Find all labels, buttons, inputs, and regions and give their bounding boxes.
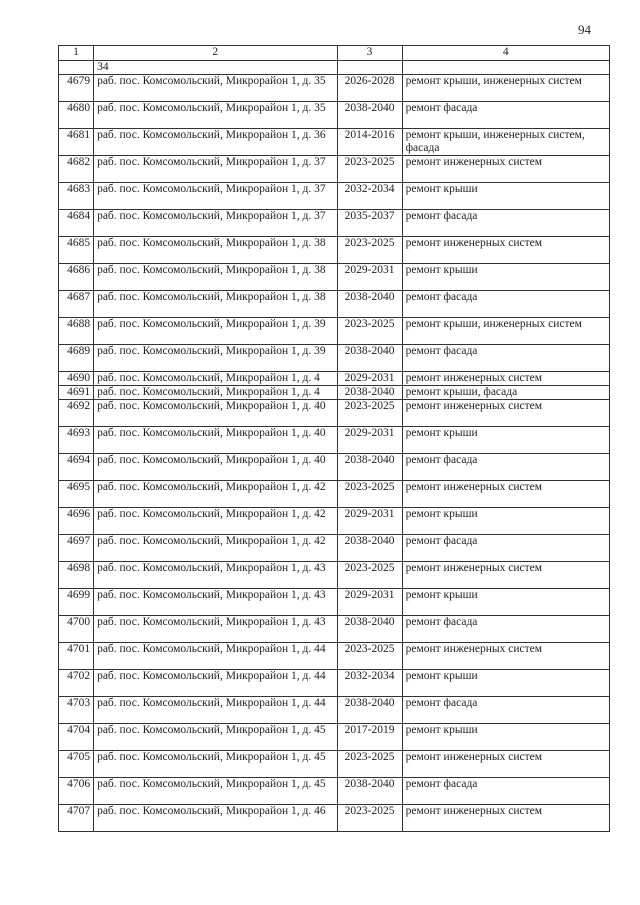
row-number-cell: 4702: [59, 670, 94, 697]
address-cell: раб. пос. Комсомольский, Микрорайон 1, д. 37: [94, 210, 337, 237]
page-number: 94: [578, 22, 591, 37]
period-cell: 2026-2028: [337, 75, 402, 102]
row-number-cell: 4707: [59, 805, 94, 832]
table-row: [59, 562, 610, 589]
address-cell: раб. пос. Комсомольский, Микрорайон 1, д. 38: [94, 264, 337, 291]
table-row: [59, 805, 610, 832]
address-cell: раб. пос. Комсомольский, Микрорайон 1, д. 37: [94, 183, 337, 210]
work-type-cell: ремонт инженерных систем: [402, 237, 609, 264]
row-number-cell: 4699: [59, 589, 94, 616]
table-row: [59, 291, 610, 318]
row-number-cell: 4682: [59, 156, 94, 183]
table-row: [59, 264, 610, 291]
row-number-cell: 4681: [59, 129, 94, 156]
period-cell: 2038-2040: [337, 697, 402, 724]
period-cell: 2032-2034: [337, 670, 402, 697]
period-cell: [337, 61, 402, 75]
work-type-cell: ремонт фасада: [402, 210, 609, 237]
row-number-cell: 4688: [59, 318, 94, 345]
table-row: [59, 724, 610, 751]
work-type-cell: ремонт фасада: [402, 345, 609, 372]
period-cell: 2029-2031: [337, 589, 402, 616]
period-cell: 2038-2040: [337, 102, 402, 129]
work-type-cell: ремонт крыши: [402, 427, 609, 454]
table-row: [59, 535, 610, 562]
row-number-cell: 4701: [59, 643, 94, 670]
column-header-4: 4: [402, 46, 609, 61]
period-cell: 2035-2037: [337, 210, 402, 237]
table-row: [59, 400, 610, 427]
table-row: [59, 237, 610, 264]
work-type-cell: ремонт фасада: [402, 616, 609, 643]
work-type-cell: ремонт крыши: [402, 670, 609, 697]
work-type-cell: ремонт крыши, инженерных систем: [402, 318, 609, 345]
work-type-cell: ремонт инженерных систем: [402, 372, 609, 386]
work-type-cell: ремонт фасада: [402, 778, 609, 805]
period-cell: 2029-2031: [337, 508, 402, 535]
period-cell: 2023-2025: [337, 237, 402, 264]
table-row: [59, 210, 610, 237]
work-type-cell: [402, 61, 609, 75]
address-cell: раб. пос. Комсомольский, Микрорайон 1, д. 43: [94, 562, 337, 589]
row-number-cell: 4705: [59, 751, 94, 778]
work-type-cell: ремонт инженерных систем: [402, 481, 609, 508]
table-row: [59, 75, 610, 102]
period-cell: 2014-2016: [337, 129, 402, 156]
repair-schedule-table: [58, 45, 610, 832]
table-row: [59, 102, 610, 129]
period-cell: 2029-2031: [337, 372, 402, 386]
work-type-cell: ремонт фасада: [402, 291, 609, 318]
table-row: [59, 481, 610, 508]
table-row: [59, 427, 610, 454]
row-number-cell: 4687: [59, 291, 94, 318]
period-cell: 2023-2025: [337, 156, 402, 183]
period-cell: 2038-2040: [337, 386, 402, 400]
period-cell: 2032-2034: [337, 183, 402, 210]
period-cell: 2023-2025: [337, 318, 402, 345]
period-cell: 2023-2025: [337, 481, 402, 508]
column-header-2: 2: [94, 46, 337, 61]
row-number-cell: 4691: [59, 386, 94, 400]
address-cell: раб. пос. Комсомольский, Микрорайон 1, д. 43: [94, 589, 337, 616]
address-cell: раб. пос. Комсомольский, Микрорайон 1, д. 42: [94, 535, 337, 562]
period-cell: 2017-2019: [337, 724, 402, 751]
period-cell: 2038-2040: [337, 535, 402, 562]
column-header-3: 3: [337, 46, 402, 61]
address-cell: раб. пос. Комсомольский, Микрорайон 1, д. 39: [94, 318, 337, 345]
work-type-cell: ремонт крыши, инженерных систем, фасада: [402, 129, 609, 156]
address-cell: раб. пос. Комсомольский, Микрорайон 1, д. 42: [94, 508, 337, 535]
table-row: [59, 589, 610, 616]
work-type-cell: ремонт крыши: [402, 724, 609, 751]
address-cell: раб. пос. Комсомольский, Микрорайон 1, д. 44: [94, 643, 337, 670]
address-cell: 34: [94, 61, 337, 75]
address-cell: раб. пос. Комсомольский, Микрорайон 1, д. 38: [94, 237, 337, 264]
table-row: [59, 386, 610, 400]
work-type-cell: ремонт фасада: [402, 102, 609, 129]
work-type-cell: ремонт инженерных систем: [402, 400, 609, 427]
address-cell: раб. пос. Комсомольский, Микрорайон 1, д. 45: [94, 724, 337, 751]
table-row: [59, 345, 610, 372]
address-cell: раб. пос. Комсомольский, Микрорайон 1, д. 4: [94, 386, 337, 400]
work-type-cell: ремонт фасада: [402, 535, 609, 562]
period-cell: 2038-2040: [337, 345, 402, 372]
row-number-cell: 4683: [59, 183, 94, 210]
row-number-cell: 4684: [59, 210, 94, 237]
period-cell: 2038-2040: [337, 291, 402, 318]
work-type-cell: ремонт крыши: [402, 183, 609, 210]
work-type-cell: ремонт крыши: [402, 589, 609, 616]
row-number-cell: 4703: [59, 697, 94, 724]
row-number-cell: 4686: [59, 264, 94, 291]
address-cell: раб. пос. Комсомольский, Микрорайон 1, д. 39: [94, 345, 337, 372]
column-header-1: 1: [59, 46, 94, 61]
period-cell: 2038-2040: [337, 454, 402, 481]
header-row: [59, 46, 610, 61]
address-cell: раб. пос. Комсомольский, Микрорайон 1, д. 40: [94, 427, 337, 454]
period-cell: 2038-2040: [337, 778, 402, 805]
row-number-cell: 4700: [59, 616, 94, 643]
address-cell: раб. пос. Комсомольский, Микрорайон 1, д. 40: [94, 400, 337, 427]
table-row: [59, 183, 610, 210]
row-number-cell: 4690: [59, 372, 94, 386]
address-cell: раб. пос. Комсомольский, Микрорайон 1, д. 45: [94, 778, 337, 805]
address-cell: раб. пос. Комсомольский, Микрорайон 1, д. 44: [94, 670, 337, 697]
row-number-cell: 4695: [59, 481, 94, 508]
work-type-cell: ремонт крыши, фасада: [402, 386, 609, 400]
row-number-cell: 4692: [59, 400, 94, 427]
row-number-cell: [59, 61, 94, 75]
table-row: [59, 643, 610, 670]
row-number-cell: 4685: [59, 237, 94, 264]
row-number-cell: 4693: [59, 427, 94, 454]
table-row: [59, 670, 610, 697]
period-cell: 2029-2031: [337, 264, 402, 291]
table-row: [59, 751, 610, 778]
table-row: [59, 61, 610, 75]
work-type-cell: ремонт фасада: [402, 454, 609, 481]
table-row: [59, 697, 610, 724]
address-cell: раб. пос. Комсомольский, Микрорайон 1, д. 40: [94, 454, 337, 481]
address-cell: раб. пос. Комсомольский, Микрорайон 1, д. 36: [94, 129, 337, 156]
work-type-cell: ремонт инженерных систем: [402, 156, 609, 183]
address-cell: раб. пос. Комсомольский, Микрорайон 1, д. 4: [94, 372, 337, 386]
table-body: [59, 61, 610, 832]
address-cell: раб. пос. Комсомольский, Микрорайон 1, д. 42: [94, 481, 337, 508]
work-type-cell: ремонт инженерных систем: [402, 751, 609, 778]
row-number-cell: 4698: [59, 562, 94, 589]
table-row: [59, 372, 610, 386]
row-number-cell: 4689: [59, 345, 94, 372]
address-cell: раб. пос. Комсомольский, Микрорайон 1, д. 43: [94, 616, 337, 643]
period-cell: 2038-2040: [337, 616, 402, 643]
row-number-cell: 4704: [59, 724, 94, 751]
period-cell: 2023-2025: [337, 562, 402, 589]
work-type-cell: ремонт крыши: [402, 508, 609, 535]
row-number-cell: 4696: [59, 508, 94, 535]
work-type-cell: ремонт инженерных систем: [402, 643, 609, 670]
period-cell: 2023-2025: [337, 400, 402, 427]
address-cell: раб. пос. Комсомольский, Микрорайон 1, д. 37: [94, 156, 337, 183]
period-cell: 2023-2025: [337, 805, 402, 832]
row-number-cell: 4680: [59, 102, 94, 129]
address-cell: раб. пос. Комсомольский, Микрорайон 1, д. 45: [94, 751, 337, 778]
work-type-cell: ремонт крыши, инженерных систем: [402, 75, 609, 102]
table-row: [59, 318, 610, 345]
work-type-cell: ремонт крыши: [402, 264, 609, 291]
row-number-cell: 4694: [59, 454, 94, 481]
table-row: [59, 508, 610, 535]
row-number-cell: 4679: [59, 75, 94, 102]
work-type-cell: ремонт инженерных систем: [402, 562, 609, 589]
work-type-cell: ремонт инженерных систем: [402, 805, 609, 832]
table-row: [59, 156, 610, 183]
address-cell: раб. пос. Комсомольский, Микрорайон 1, д. 35: [94, 102, 337, 129]
period-cell: 2023-2025: [337, 751, 402, 778]
work-type-cell: ремонт фасада: [402, 697, 609, 724]
period-cell: 2029-2031: [337, 427, 402, 454]
table-row: [59, 129, 610, 156]
row-number-cell: 4697: [59, 535, 94, 562]
address-cell: раб. пос. Комсомольский, Микрорайон 1, д. 35: [94, 75, 337, 102]
period-cell: 2023-2025: [337, 643, 402, 670]
table-row: [59, 616, 610, 643]
address-cell: раб. пос. Комсомольский, Микрорайон 1, д. 44: [94, 697, 337, 724]
table-row: [59, 778, 610, 805]
row-number-cell: 4706: [59, 778, 94, 805]
address-cell: раб. пос. Комсомольский, Микрорайон 1, д. 46: [94, 805, 337, 832]
address-cell: раб. пос. Комсомольский, Микрорайон 1, д. 38: [94, 291, 337, 318]
table-row: [59, 454, 610, 481]
